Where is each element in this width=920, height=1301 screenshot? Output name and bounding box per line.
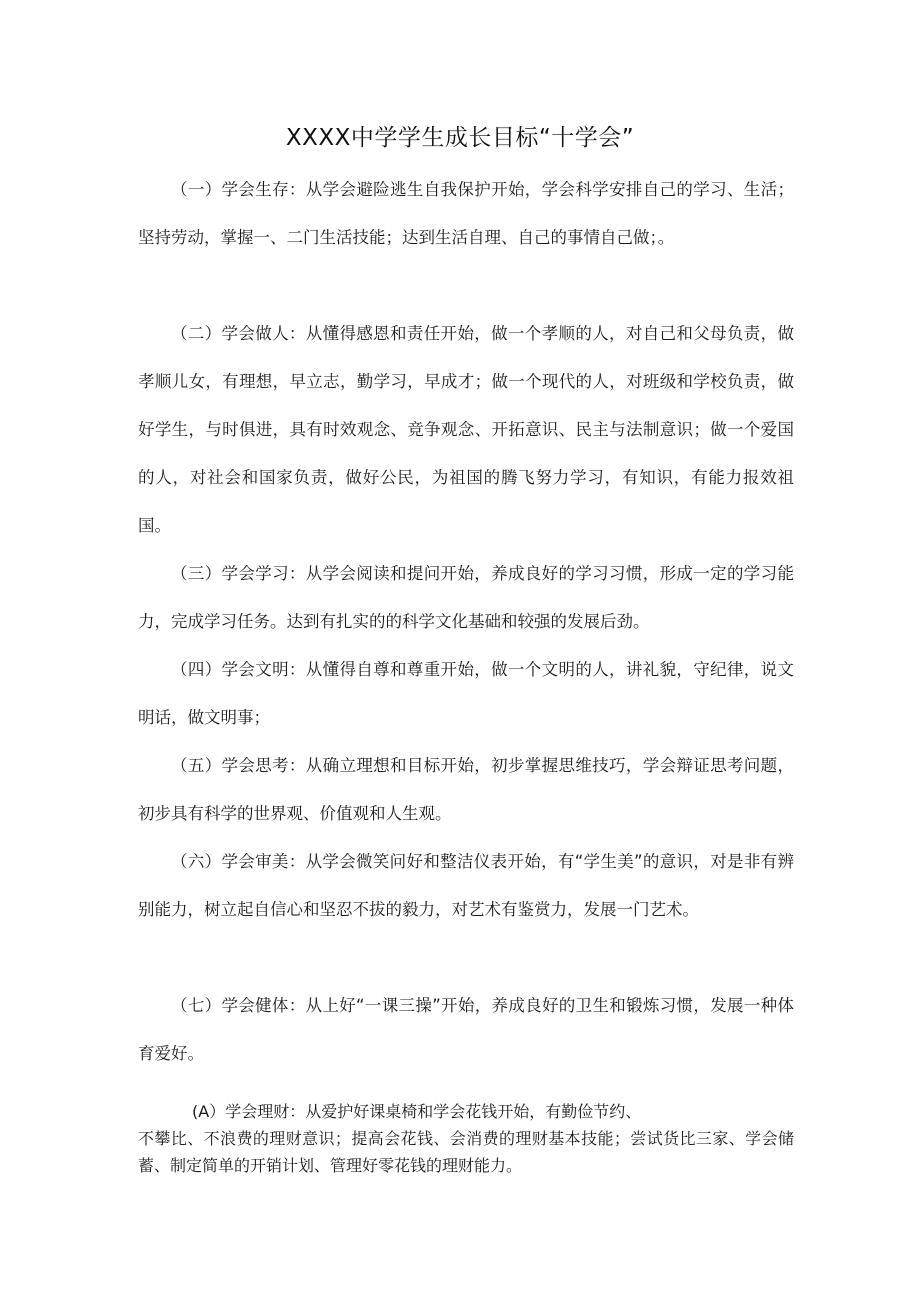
paragraph-4: （四）学会文明：从懂得自尊和尊重开始，做一个文明的人，讲礼貌，守纪律，说文明话，做文明事； xyxy=(138,660,794,727)
document-title: XXXX中学学生成长目标“十学会” xyxy=(285,125,635,151)
paragraph-8-rest: 不攀比、不浪费的理财意识；提高会花钱、会消费的理财基本技能；尝试货比三家、学会储蓄、制定简单的开销计划、管理好零花钱的理财能力。 xyxy=(138,1129,794,1175)
paragraph-5: （五）学会思考：从确立理想和目标开始，初步掌握思维技巧，学会辩证思考问题，初步具有科学的世界观、价值观和人生观。 xyxy=(138,756,794,823)
paragraph-2: （二）学会做人：从懂得感恩和责任开始，做一个孝顺的人，对自己和父母负责，做孝顺儿女，有理想，早立志，勤学习，早成才；做一个现代的人，对班级和学校负责，做好学生，与时俱进，具有时效观念、竞争观念、开拓意识、民主与法制意识；做一个爱国的人，对社会和国家负责，做好公民，为祖国的腾飞努力学习，有知识，有能力报效祖国。 xyxy=(138,324,794,535)
paragraph-7: （七）学会健体：从上好“一课三操”开始，养成良好的卫生和锻炼习惯，发展一种体育爱好。 xyxy=(138,996,794,1063)
paragraph-6: （六）学会审美：从学会微笑问好和整洁仪表开始，有“学生美”的意识，对是非有辨别能力，树立起自信心和坚忍不拔的毅力，对艺术有鉴赏力，发展一门艺术。 xyxy=(138,852,794,919)
paragraph-3: （三）学会学习：从学会阅读和提问开始，养成良好的学习习惯，形成一定的学习能力，完成学习任务。达到有扎实的的科学文化基础和较强的发展后劲。 xyxy=(138,564,794,631)
paragraph-8-lead: (A）学会理财：从爱护好课桌椅和学会花钱开始，有勤俭节约、 xyxy=(192,1102,642,1121)
paragraph-8 xyxy=(138,1098,794,1179)
paragraph-1: （一）学会生存：从学会避险逃生自我保护开始，学会科学安排自己的学习、生活；坚持劳动，掌握一、二门生活技能；达到生活自理、自己的事情自己做；。 xyxy=(138,180,794,247)
